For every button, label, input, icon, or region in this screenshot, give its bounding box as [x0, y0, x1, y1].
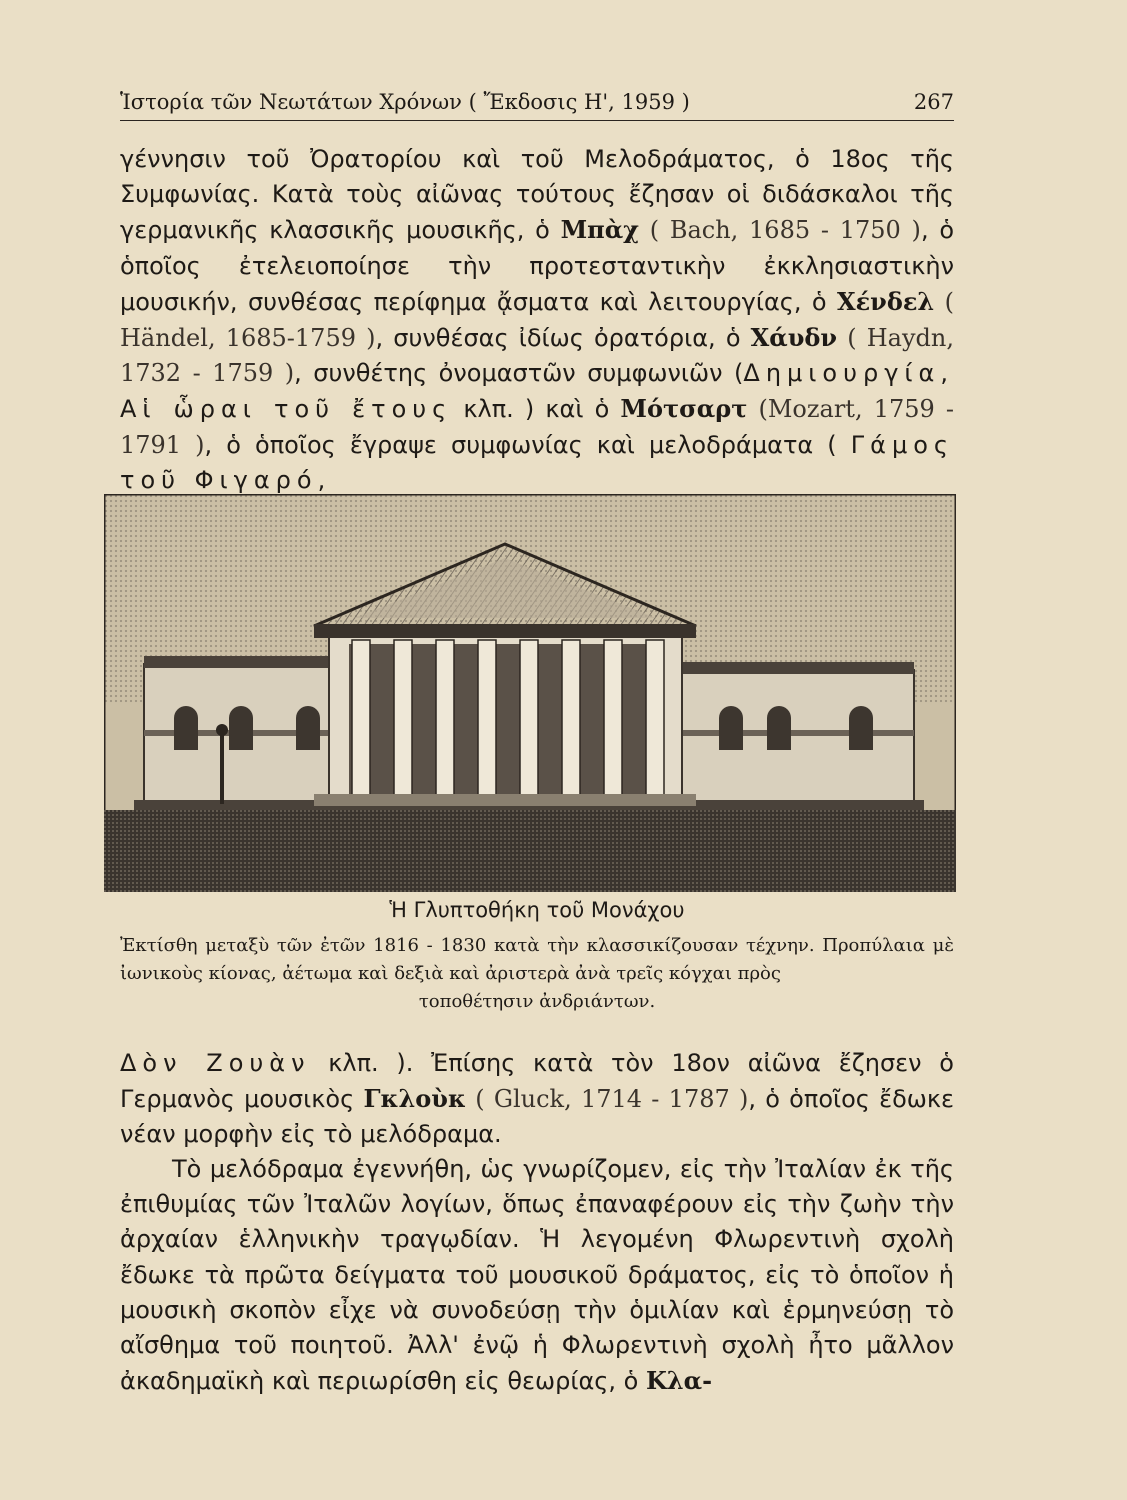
page-number: 267 [913, 90, 954, 114]
composer-handel: Χένδελ [836, 286, 935, 316]
text-run: , ὁ ὁποῖος ἔγραψε συμφωνίας καὶ μελοδράματα ( [204, 430, 851, 459]
text-run: γέννησιν τοῦ Ὀρατορίου καὶ τοῦ Μελοδράματος, ὁ 18ος τῆς Συμφωνίας. Κατὰ τοὺς αἰῶνας τούτους ἔζησαν οἱ διδάσκαλοι τῆς γερμανικῆς κλασσικῆς μουσικῆς, ὁ [120, 145, 954, 245]
composer-gluck: Γκλοὺκ [363, 1084, 466, 1114]
text-run: Τὸ μελόδραμα ἐγεννήθη, ὡς γνωρίζομεν, εἰς τὴν Ἰταλίαν ἐκ τῆς ἐπιθυμίας τῶν Ἰταλῶν λογίων, ὅπως ἐπαναφέρουν εἰς τὴν ζωὴν τὴν ἀρχαίαν ἑλληνικὴν τραγῳδίαν. Ἡ λεγομένη Φλωρεντινὴ σχολὴ ἔδωκε τὰ πρῶτα δείγματα τοῦ μουσικοῦ δράματος, εἰς τὸ ὁποῖον ἡ μουσικὴ σκοπὸν εἶχε νὰ συνοδεύσῃ τὴν ὁμιλίαν καὶ ἑρμηνεύσῃ τὸ αἴσθημα τοῦ ποιητοῦ. Ἀλλ' ἐνῷ ἡ Φλωρεντινὴ σχολὴ ἦτο μᾶλλον ἀκαδημαϊκὴ καὶ περιωρίσθη εἰς θεωρίας, ὁ [120, 1155, 954, 1396]
work-titles: Δημιουργία, Αἱ ὧραι τοῦ ἔτους [120, 359, 955, 424]
composer-bach: Μπὰχ [560, 215, 639, 245]
composer-next: Κλα- [645, 1366, 713, 1396]
bottom-paragraph-2 [120, 1152, 954, 1399]
bottom-paragraph-1 [120, 1046, 954, 1153]
work-titles: Δὸν Ζουὰν [120, 1049, 311, 1077]
figure-caption [120, 932, 954, 1016]
composer-haydn: Χάυδν [750, 323, 838, 353]
figure-title: Ἡ Γλυπτοθήκη τοῦ Μονάχου [389, 898, 685, 922]
caption-text: Ἐκτίσθη μεταξὺ τῶν ἐτῶν 1816 - 1830 κατὰ τὴν κλασσικίζουσαν τέχνην. Προπύλαια μὲ ἰωνικοὺς κίονας, ἀέτωμα καὶ δεξιὰ καὶ ἀριστερὰ ἀνὰ τρεῖς κόγχαι πρὸς [120, 935, 954, 984]
composer-dates: ( Bach, 1685 - 1750 ) [638, 216, 921, 245]
text-run: , ὁ ὁποῖος ἔδωκε νέαν μορφὴν εἰς τὸ μελόδραμα. [120, 1085, 955, 1149]
composer-dates: ( Händel, 1685-1759 ) [120, 287, 954, 353]
caption-last-line: τοποθέτησιν ἀνδριάντων. [418, 991, 656, 1012]
running-title: Ἱστορία τῶν Νεωτάτων Χρόνων ( Ἔκδοσις Η', 1959 ) [120, 90, 690, 114]
text-run: κλπ. ). Ἐπίσης κατὰ τὸν 18ον αἰῶνα ἔζησεν ὁ Γερμανὸς μουσικὸς [120, 1049, 954, 1114]
composer-mozart: Μότσαρτ [620, 394, 748, 424]
building-engraving [104, 494, 956, 892]
composer-dates: ( Gluck, 1714 - 1787 ) [465, 1085, 749, 1114]
composer-dates: (Mozart, 1759 - 1791 ) [120, 395, 954, 459]
text-run: , ὁ ὁποῖος ἐτελειοποίησε τὴν προτεσταντικὴν ἐκκλησιαστικὴν μουσικήν, συνθέσας περίφημα ᾄσματα καὶ λειτουργίας, ὁ [120, 216, 955, 316]
text-run: , συνθέτης ὀνομαστῶν συμφωνιῶν ( [294, 359, 744, 388]
composer-dates: ( Haydn, 1732 - 1759 ) [120, 324, 954, 388]
text-run: κλπ. ) καὶ ὁ [452, 395, 621, 424]
page-header [120, 88, 954, 121]
text-run: , συνθέσας ἰδίως ὀρατόρια, ὁ [375, 324, 751, 353]
work-titles: Γάμος τοῦ Φιγαρό, [120, 430, 954, 494]
glyptothek-illustration [104, 494, 956, 892]
top-paragraph [120, 142, 954, 498]
